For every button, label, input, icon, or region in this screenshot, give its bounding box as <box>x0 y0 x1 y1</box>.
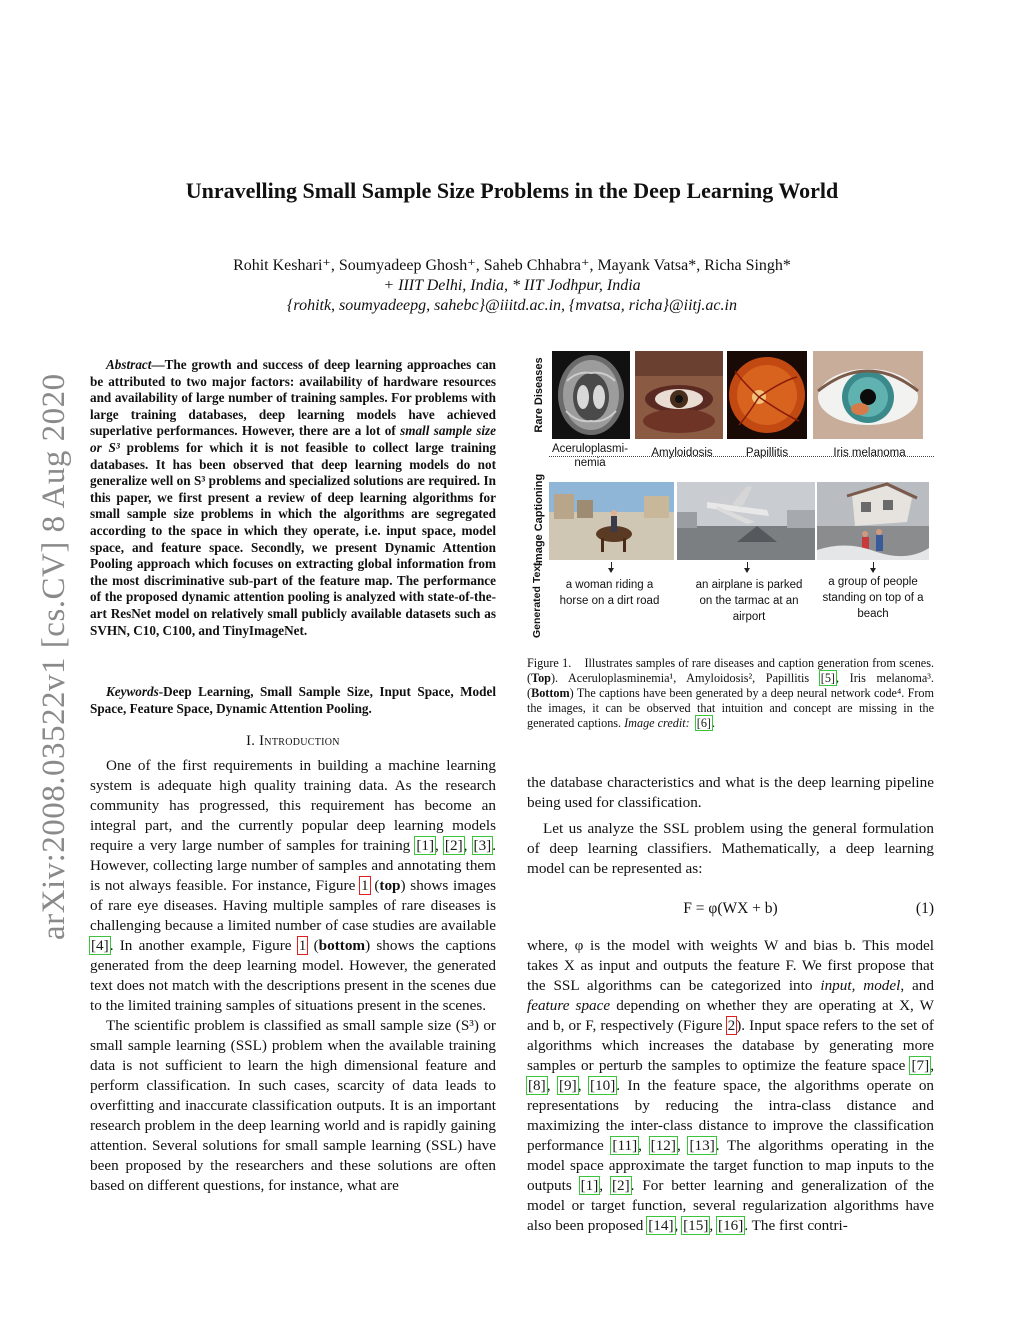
citation-link[interactable]: [13] <box>689 1137 715 1154</box>
citation-link[interactable]: [2] <box>611 1177 630 1194</box>
author-list: Rohit Keshari⁺, Soumyadeep Ghosh⁺, Saheb Chhabra⁺, Mayank Vatsa*, Richa Singh* <box>233 257 791 274</box>
right-column-top <box>527 773 934 879</box>
arxiv-identifier: arXiv:2008.03522v1 [cs.CV] 8 Aug 2020 <box>36 373 72 940</box>
keywords-label: Keywords <box>106 684 159 699</box>
author-emails: {rohitk, soumyadeepg, sahebc}@iiitd.ac.in, {mvatsa, richa}@iitj.ac.in <box>287 297 737 314</box>
citation-link[interactable]: [1] <box>580 1177 599 1194</box>
section-heading <box>90 733 496 750</box>
intro-paragraph-2: The scientific problem is classified as small sample size (S³) or small sample learning (SSL) problem when the available training data is not sufficient to learn the high dimensional feature and perform classification. In such cases, scarcity of data leads to overfitting and inaccurate classification outputs. It is an important research problem in the deep learning world and is rapidly gaining attention. Several solutions for small sample learning (SSL) have been proposed by the researchers and these solutions are often based on different questions, for instance, what are <box>90 1017 496 1194</box>
paper-title: Unravelling Small Sample Size Problems in the Deep Learning World <box>185 178 839 203</box>
keywords <box>90 684 496 717</box>
citation-link[interactable]: [1] <box>416 837 435 854</box>
section-title: Introduction <box>259 733 340 749</box>
citation-link[interactable]: [10] <box>589 1077 616 1094</box>
intro-paragraph-1: One of the first requirements in building a machine learning system is adequate high quality training data. As the research community has progressed, this requirement has become an integral part, and the currently popular deep learning models require a very large number of samples for training [1], [2], [3]. However, collecting large number of samples and annotating them is not always feasible. For instance, Figure 1 (top) shows images of rare eye diseases. Having multiple samples of rare diseases is challenging because a limited number of case studies are available [4]. In another example, Figure 1 (bottom) shows the captions generated from the deep learning model. However, the generated text does not match with the descriptions present in the scenes due to the limited training samples of situations present in the scenes. <box>90 757 497 1014</box>
abstract <box>90 357 496 639</box>
citation-link[interactable]: [12] <box>650 1137 676 1154</box>
figure-link[interactable]: 1 <box>298 937 307 954</box>
figure-1-caption: Figure 1. Illustrates samples of rare diseases and caption generation from scenes. (Top). Aceruloplasminemia¹, Amyloidosis², Papillitis [5], Iris melanoma³. (Bottom) The captions have been generated by a deep neural network code⁴. From the images, it can be observed that intuition and concept are missing in the generated captions. Image credit: [6]. <box>527 656 934 730</box>
abstract-text-b: problems for which it is not feasible to collect large training databases. It has been observed that deep learning models do not generalize well on S³ problems and specialized solutions are required. In this paper, we first present a review of deep learning algorithms for small sample size problems in which the algorithms are segregated according to the space in which they operate, i.e. input space, model space, and feature space. Secondly, we present Dynamic Attention Pooling approach which focuses on extracting global information from the most discriminative sub-part of the feature map. The performance of the proposed dynamic attention pooling is analyzed with state-of-the-art ResNet model on relatively small publicly available datasets such as SVHN, C10, C100, and TinyImageNet. <box>90 439 497 638</box>
papillitis-fundus-image <box>727 351 807 439</box>
citation-link[interactable]: [4] <box>91 937 109 954</box>
generated-caption-horse: a woman riding a horse on a dirt road <box>559 579 660 607</box>
figure-1 <box>527 348 937 648</box>
section-number: I. <box>246 733 256 749</box>
row-label-image-captioning: Image Captioning <box>533 473 545 567</box>
citation-link[interactable]: [5] <box>820 671 835 685</box>
horse-rider-image <box>549 482 674 560</box>
beach-storm-image <box>817 482 929 560</box>
author-block <box>0 256 1024 316</box>
citation-link[interactable]: [6] <box>696 716 711 730</box>
affiliations: + IIIT Delhi, India, * IIT Jodhpur, India <box>383 277 641 294</box>
disease-label-amyloidosis: Amyloidosis <box>651 447 713 459</box>
citation-link[interactable]: [15] <box>683 1217 709 1234</box>
iris-melanoma-image <box>813 351 923 439</box>
abstract-text-a: —The growth and success of deep learning approaches can be attributed to two major factors: availability of hardware resources and availability of large number of training samples. For problems with large training databases, deep learning models have achieved superlative performances. However, there are a lot of <box>90 357 496 439</box>
citation-link[interactable]: [3] <box>473 837 492 854</box>
abstract-emphasis: small sample size or S³ <box>90 423 496 455</box>
abstract-label: Abstract <box>106 357 152 372</box>
brain-mri-image <box>552 351 630 439</box>
disease-label-aceruloplasminemia: Aceruloplasmi-nemia <box>551 443 629 469</box>
keywords-text: -Deep Learning, Small Sample Size, Input Space, Model Space, Feature Space, Dynamic Attention Pooling. <box>90 684 496 716</box>
airplane-crash-image <box>677 482 815 560</box>
intro-left-column <box>90 756 496 1196</box>
citation-link[interactable]: [11] <box>612 1137 638 1154</box>
citation-link[interactable]: [8] <box>528 1077 546 1094</box>
citation-link[interactable]: [9] <box>558 1077 577 1094</box>
disease-label-iris-melanoma: Iris melanoma <box>833 447 906 459</box>
right-paragraph-0: the database characteristics and what is the deep learning pipeline being used for classification. <box>527 774 934 811</box>
equation-body: F = φ(WX + b) <box>683 900 778 917</box>
row-label-rare-diseases: Rare Diseases <box>533 357 545 433</box>
generated-caption-airplane: an airplane is parked on the tarmac at an airport <box>695 579 803 623</box>
citation-link[interactable]: [7] <box>911 1057 930 1074</box>
right-paragraph-1: Let us analyze the SSL problem using the general formulation of deep learning classifiers. Mathematically, a deep learning model can be represented as: <box>527 820 934 877</box>
generated-caption-beach: a group of people standing on top of a beach <box>822 576 924 620</box>
figure-divider <box>549 456 934 457</box>
row-label-generated-text: Generated Text <box>531 562 543 638</box>
caption-arrow <box>611 562 612 572</box>
right-paragraph-2: where, φ is the model with weights W and bias b. This model takes X as input and outputs the feature F. We first propose that the SSL algorithms can be categorized into input, model, and feature space depending on whether they are operating at X, W and b, or F, respectively (Figure 2). Input space refers to the set of algorithms which increases the database by generating more samples or perturb the samples to optimize the feature space [7], [8], [9], [10]. In the feature space, the algorithms operate on representations by reducing the intra-class distance and maximizing the inter-class distance to improve the classification performance [11], [12], [13]. The algorithms operating in the model space approximate the target function to map inputs to the outputs [1], [2]. For better learning and generalization of the model or target function, several regularization algorithms have also been proposed [14], [15], [16]. The first contri- <box>527 937 935 1234</box>
amyloidosis-eye-image <box>635 351 723 439</box>
citation-link[interactable]: [14] <box>648 1217 674 1234</box>
disease-label-papillitis: Papillitis <box>745 447 789 459</box>
figure-link[interactable]: 1 <box>361 877 369 894</box>
citation-link[interactable]: [2] <box>444 837 463 854</box>
caption-arrow <box>747 562 748 572</box>
figure-link[interactable]: 2 <box>727 1017 736 1034</box>
citation-link[interactable]: [16] <box>718 1217 744 1234</box>
caption-arrow <box>873 562 874 572</box>
right-column-bottom <box>527 936 934 1236</box>
equation-number: (1) <box>915 900 934 917</box>
